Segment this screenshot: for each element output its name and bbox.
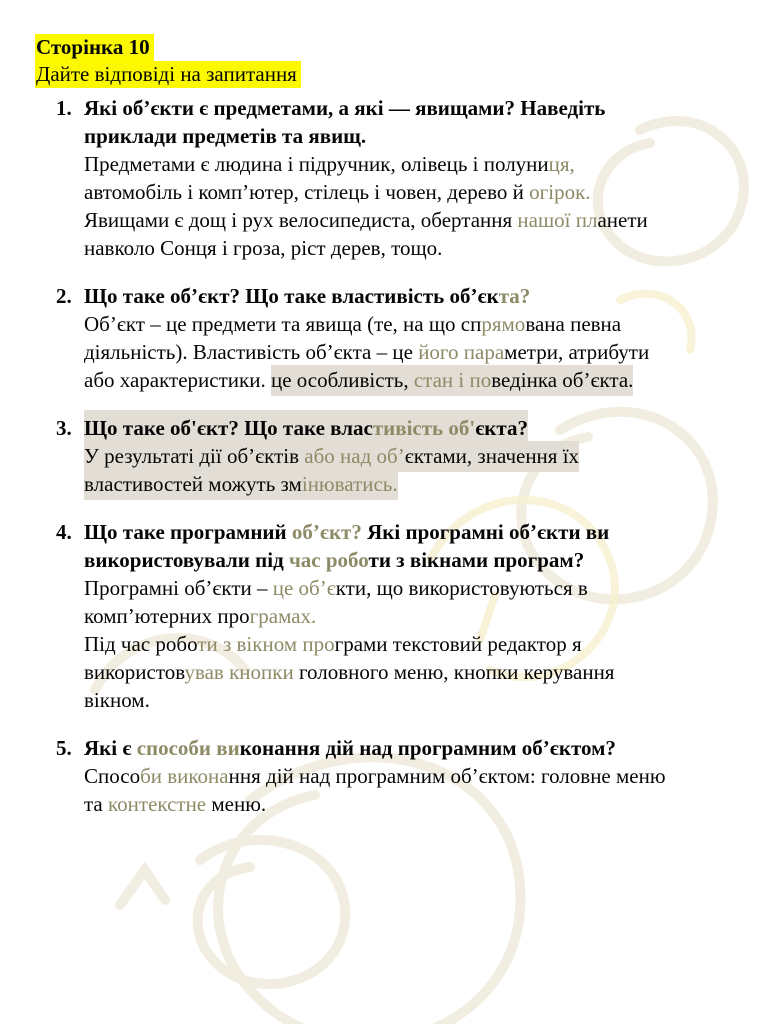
text-segment: об’єкт? xyxy=(291,520,362,544)
qa-item xyxy=(56,414,748,498)
text-segment: Спосо xyxy=(84,764,141,788)
question-line xyxy=(84,122,748,150)
question xyxy=(84,734,748,762)
answer-line xyxy=(84,206,748,234)
question-line xyxy=(84,94,748,122)
text-segment: ння дій над програмним об’єктом: головне меню xyxy=(228,764,666,788)
question-number: 1. xyxy=(56,96,72,120)
qa-item xyxy=(56,94,748,262)
answer-line xyxy=(84,762,748,790)
text-segment: вікном. xyxy=(84,688,150,712)
answer-line xyxy=(84,366,748,394)
text-segment: огірок. xyxy=(529,180,591,204)
answer-line xyxy=(84,470,748,498)
text-segment: Під час робо xyxy=(84,632,198,656)
text-segment: це особливість, xyxy=(271,365,414,396)
text-segment: анети xyxy=(597,208,648,232)
text-segment: конання дій над програмним об’єктом? xyxy=(239,736,616,760)
text-segment: його пара xyxy=(418,340,505,364)
answer-line xyxy=(84,790,748,818)
page-title xyxy=(35,34,768,61)
text-segment: Об’єкт – це предмети та явища (те, на що сп xyxy=(84,312,482,336)
text-segment: використов xyxy=(84,660,185,684)
answer xyxy=(84,442,748,498)
answer-line xyxy=(84,602,748,630)
text-segment: головного меню, кнопки керування xyxy=(293,660,615,684)
text-segment: ти з вікнами програм? xyxy=(368,548,585,572)
document-header xyxy=(0,0,768,88)
qa-item xyxy=(56,518,748,714)
text-segment: Явищами є дощ і рух велосипедиста, обертання xyxy=(84,208,518,232)
text-segment: діяльність). Властивість об’єкта – це xyxy=(84,340,419,364)
text-segment: тивість об' xyxy=(373,410,475,444)
text-segment: Які об’єкти є предметами, а які — явищами? Наведіть xyxy=(84,96,606,120)
text-segment: інюватись. xyxy=(302,469,398,500)
question xyxy=(84,414,748,442)
text-segment: єктами, значення їх xyxy=(405,441,579,472)
question-number: 4. xyxy=(56,520,72,544)
text-segment: Програмні об’єкти – xyxy=(84,576,273,600)
text-segment: рямо xyxy=(481,312,526,336)
text-segment: автомобіль і комп’ютер, стілець і човен, дерево й xyxy=(84,180,530,204)
question-number: 3. xyxy=(56,416,72,440)
question-number: 2. xyxy=(56,284,72,308)
answer xyxy=(84,762,748,818)
question-line xyxy=(84,282,748,310)
qa-item xyxy=(56,734,748,818)
text-segment: У результаті дії об’єктів xyxy=(84,441,304,472)
text-segment: стан і по xyxy=(414,365,491,396)
text-segment: ведінка об’єкта. xyxy=(491,365,633,396)
text-segment: меню. xyxy=(206,792,267,816)
text-segment: Предметами є людина і підручник, олівець і полуни xyxy=(84,152,549,176)
text-segment: ти з вікном про xyxy=(197,632,335,656)
answer-line xyxy=(84,234,748,262)
answer-line xyxy=(84,310,748,338)
text-segment: грамах. xyxy=(249,604,317,628)
text-segment: контекстне xyxy=(108,792,207,816)
text-segment: час робо xyxy=(288,548,369,572)
answer xyxy=(84,574,748,714)
text-segment: навколо Сонця і гроза, ріст дерев, тощо. xyxy=(84,236,443,260)
page-title-text: Сторінка 10 xyxy=(35,34,154,61)
answer-line xyxy=(84,574,748,602)
text-segment: способи ви xyxy=(136,736,240,760)
text-segment: Що таке об'єкт? Що таке влас xyxy=(84,410,373,444)
text-segment: нашої пл xyxy=(517,208,598,232)
answer-line xyxy=(84,658,748,686)
answer-line xyxy=(84,178,748,206)
question-number: 5. xyxy=(56,736,72,760)
text-segment: або характеристики. xyxy=(84,368,271,392)
answer-line xyxy=(84,338,748,366)
text-segment: вана певна xyxy=(525,312,622,336)
answer-line xyxy=(84,442,748,470)
question-line xyxy=(84,414,748,442)
text-segment: би викона xyxy=(140,764,229,788)
question-line xyxy=(84,546,748,574)
text-segment: та? xyxy=(498,284,531,308)
text-segment: використовували під xyxy=(84,548,289,572)
text-segment: приклади предметів та явищ. xyxy=(84,124,367,148)
text-segment: грами текстовий редактор я xyxy=(334,632,582,656)
answer-line xyxy=(84,630,748,658)
text-segment: ця, xyxy=(548,152,575,176)
text-segment: ував кнопки xyxy=(184,660,294,684)
text-segment: Які програмні об’єкти ви xyxy=(361,520,610,544)
text-segment: Які є xyxy=(84,736,137,760)
text-segment: кти, що використовуються в xyxy=(335,576,588,600)
answer-line xyxy=(84,686,748,714)
answer-line xyxy=(84,150,748,178)
text-segment: Що таке програмний xyxy=(84,520,292,544)
qa-item xyxy=(56,282,748,394)
question xyxy=(84,282,748,310)
qa-list xyxy=(0,94,768,818)
question xyxy=(84,518,748,574)
text-segment: Що таке об’єкт? Що таке властивість об’єк xyxy=(84,284,499,308)
question-line xyxy=(84,518,748,546)
text-segment: та xyxy=(84,792,109,816)
question xyxy=(84,94,748,150)
text-segment: або над об’ xyxy=(304,441,404,472)
answer xyxy=(84,310,748,394)
answer xyxy=(84,150,748,262)
text-segment: властивостей можуть зм xyxy=(84,469,302,500)
question-line xyxy=(84,734,748,762)
page-subtitle xyxy=(35,61,768,88)
text-segment: єкта? xyxy=(475,410,528,444)
page-subtitle-text: Дайте відповіді на запитання xyxy=(35,61,301,88)
text-segment: це об’є xyxy=(272,576,336,600)
text-segment: комп’ютерних про xyxy=(84,604,250,628)
text-segment: метри, атрибути xyxy=(504,340,650,364)
